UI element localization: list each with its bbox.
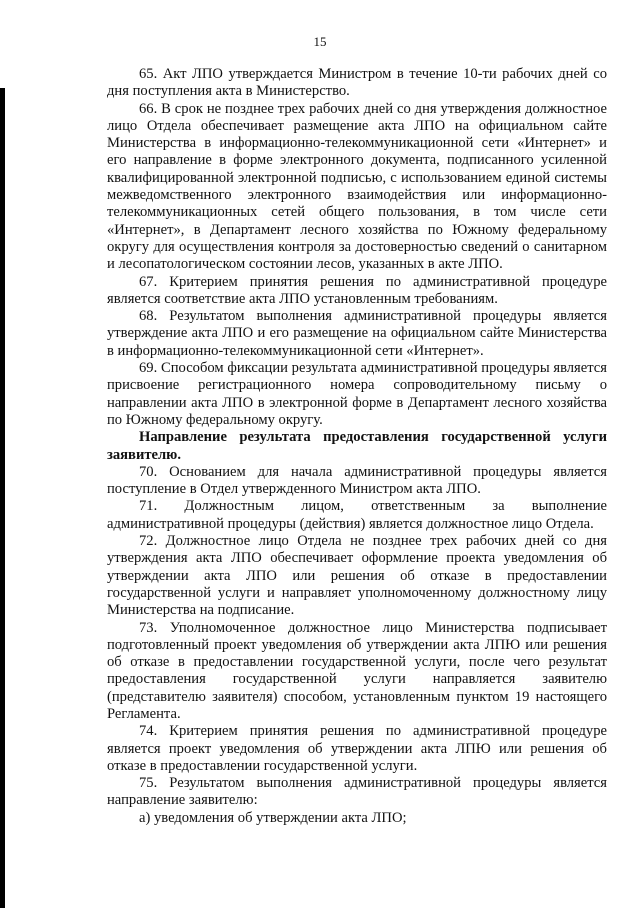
paragraph-72: 72. Должностное лицо Отдела не позднее трех рабочих дней со дня утверждения акта ЛПО обеспечивает оформление проекта уведомления об утверждении акта ЛПО или решения об отказе в предоставлении государственной услуги и направляет уполномоченному должностному лицу Министерства на подписание.: [107, 533, 607, 619]
paragraph-66: 66. В срок не позднее трех рабочих дней со дня утверждения должностное лицо Отдела обеспечивает размещение акта ЛПО на официальном сайте Министерства в информационно-телекоммуникационной сети «Интернет» и его направление в форме электронного документа, подписанного усиленной квалифицированной электронной подписью, с использованием единой системы межведомственного электронного взаимодействия или информационно-телекоммуникационных сетей общего пользования, в том числе сети «Интернет», в Департамент лесного хозяйства по Южному федеральному округу для осуществления контроля за достоверностью сведений о санитарном и лесопатологическом состоянии лесов, указанных в акте ЛПО.: [107, 100, 607, 273]
paragraph-65: 65. Акт ЛПО утверждается Министром в течение 10-ти рабочих дней со дня поступления акта в Министерство.: [107, 66, 607, 100]
paragraph-74: 74. Критерием принятия решения по административной процедуре является проект уведомления об утверждении акта ЛПЮ или решения об отказе в предоставлении государственной услуги.: [107, 723, 607, 774]
paragraph-68: 68. Результатом выполнения административной процедуры является утверждение акта ЛПО и его размещение на официальном сайте Министерства в информационно-телекоммуникационной сети «Интернет».: [107, 308, 607, 359]
paragraph-69: 69. Способом фиксации результата административной процедуры является присвоение регистрационного номера сопроводительному письму о направлении акта ЛПО в электронной форме в Департамент лесного хозяйства по Южному федеральному округу.: [107, 360, 607, 428]
page-number: 15: [313, 34, 327, 49]
paragraph-71: 71. Должностным лицом, ответственным за выполнение административной процедуры (действия) является должностное лицо Отдела.: [107, 498, 607, 532]
paragraph-75: 75. Результатом выполнения административной процедуры является направление заявителю:: [107, 775, 607, 809]
paragraph-75-item-a: а) уведомления об утверждении акта ЛПО;: [139, 809, 407, 826]
scan-edge-bar: [0, 88, 5, 908]
paragraph-67: 67. Критерием принятия решения по административной процедуре является соответствие акта ЛПО установленным требованиям.: [107, 273, 607, 307]
paragraph-70: 70. Основанием для начала административной процедуры является поступление в Отдел утвержденного Министром акта ЛПО.: [107, 463, 607, 498]
paragraph-73: 73. Уполномоченное должностное лицо Министерства подписывает подготовленный проект уведомления об утверждении акта ЛПЮ или решения об отказе в предоставлении государственной услуги, после чего результат предоставления государственной услуги направляется заявителю (представителю заявителя) способом, установленным пунктом 19 настоящего Регламента.: [107, 619, 607, 722]
document-body: [107, 66, 607, 827]
section-heading: Направление результата предоставления государственной услуги заявителю.: [107, 429, 607, 463]
